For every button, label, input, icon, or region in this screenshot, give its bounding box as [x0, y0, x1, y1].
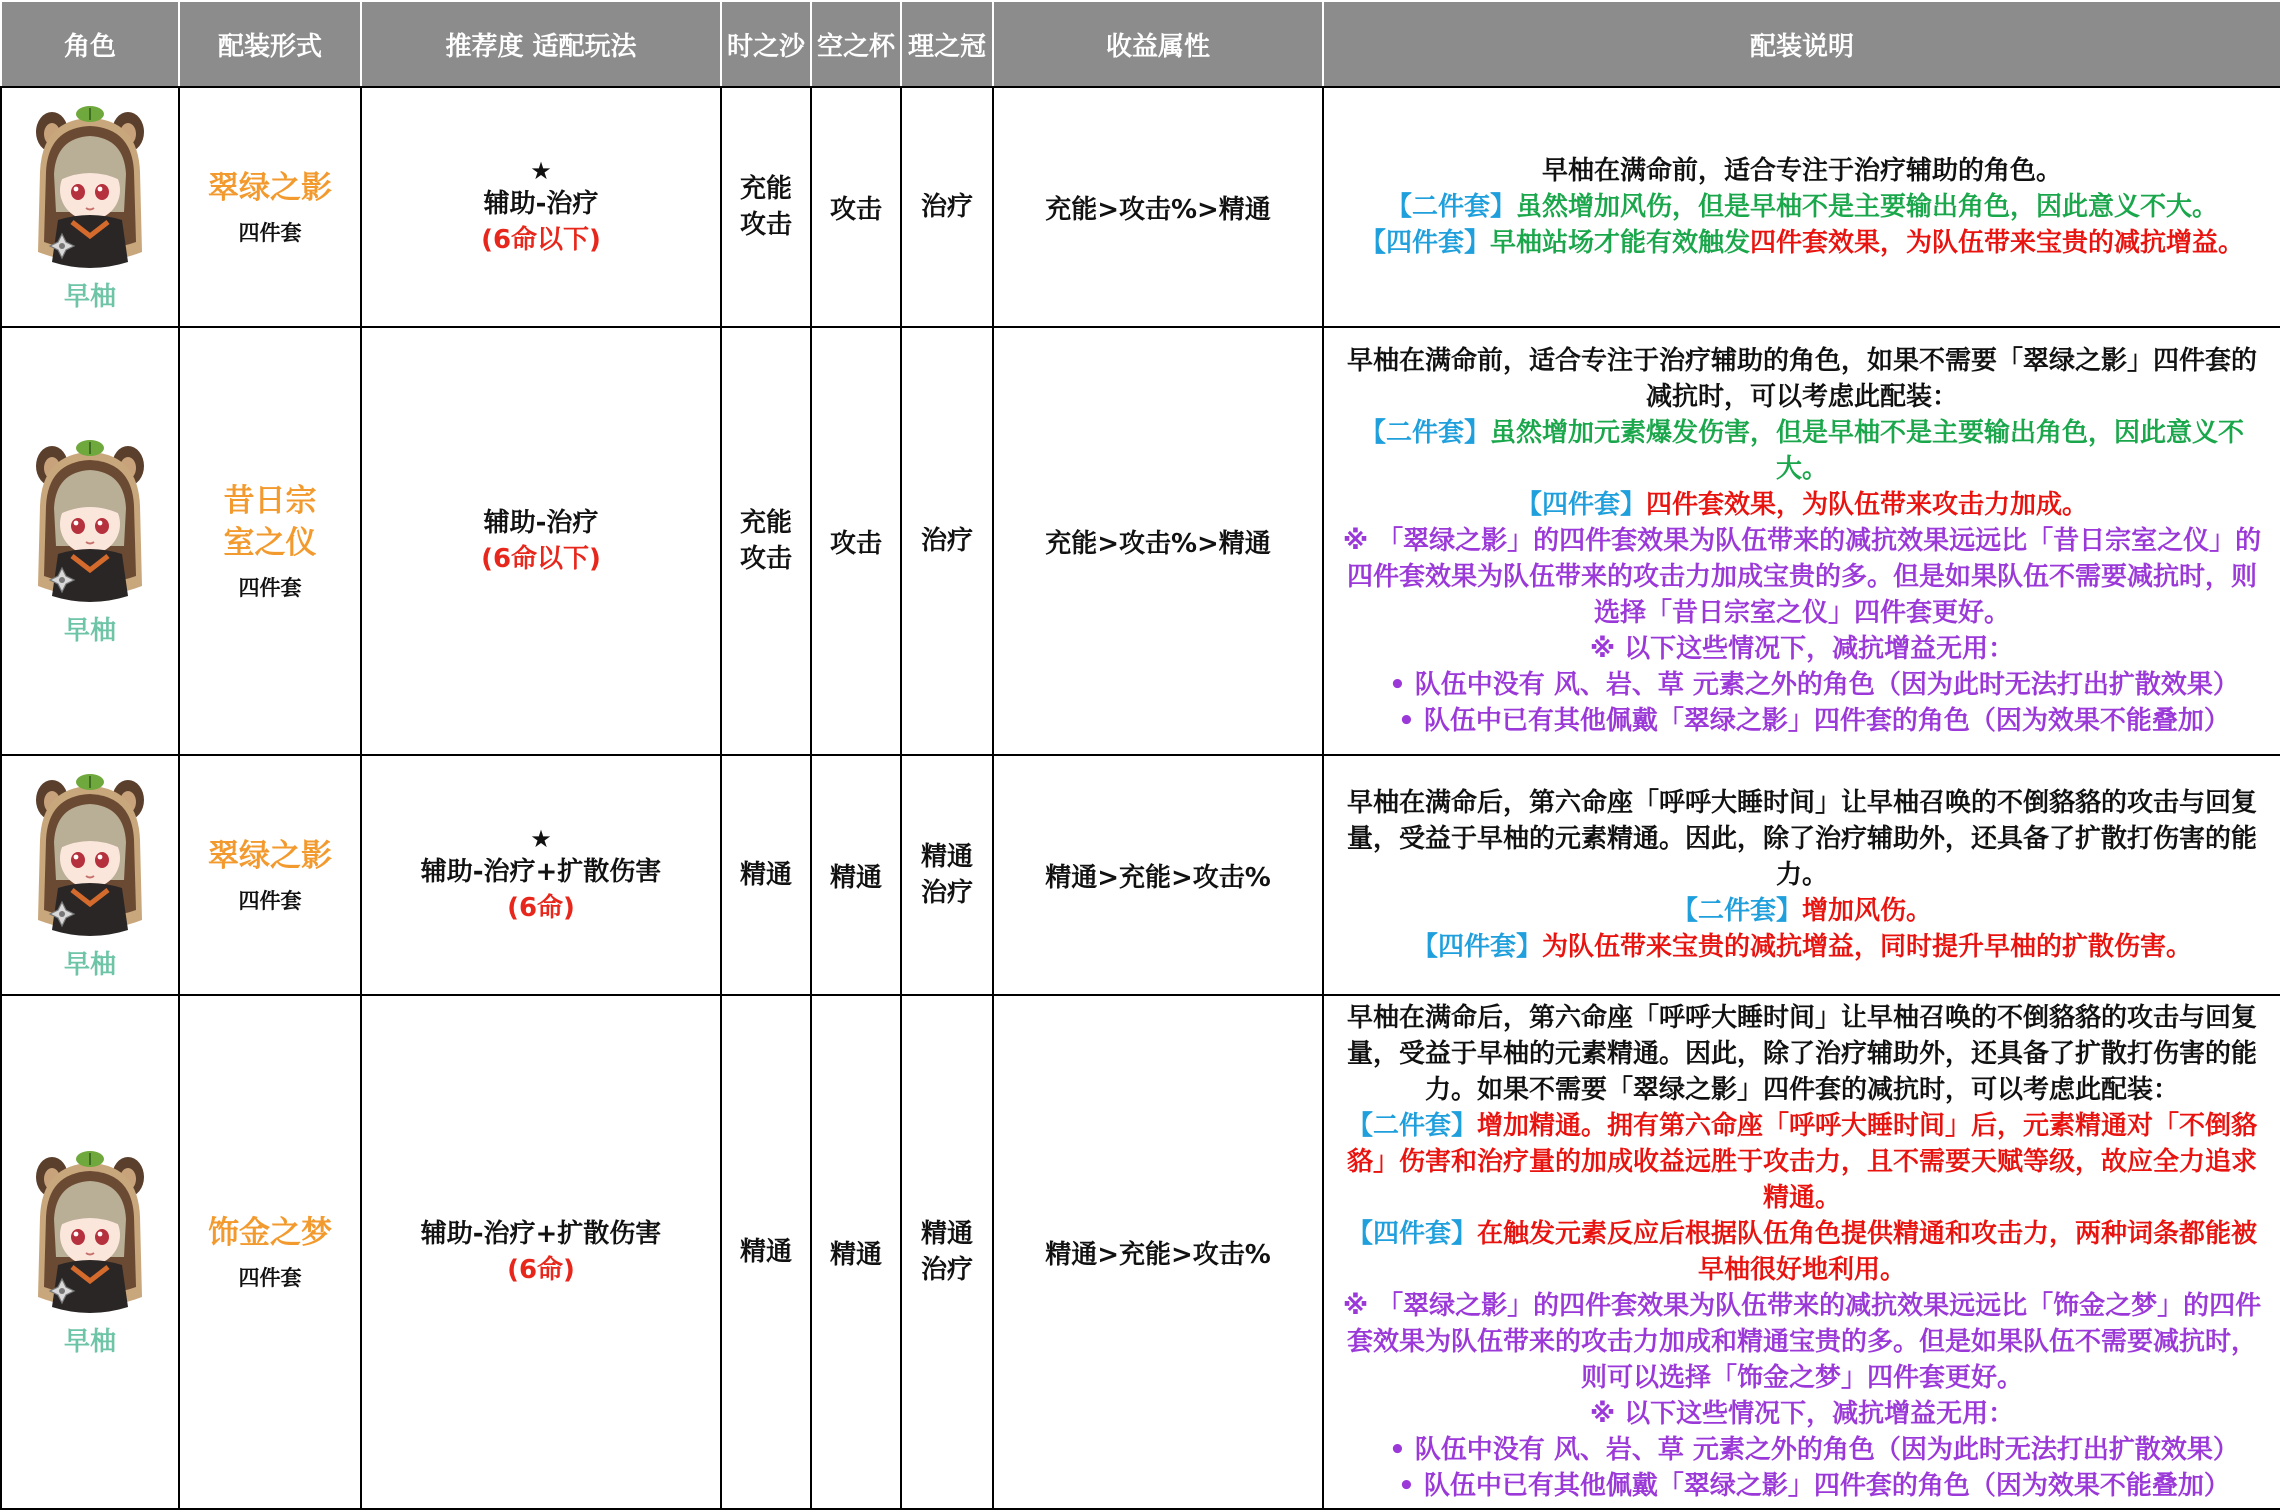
notes-text: 虽然增加风伤，但是早柚不是主要输出角色，因此意义不大。	[1516, 192, 2219, 222]
priority-cell: 精通>充能>攻击%	[993, 995, 1323, 1509]
character-avatar	[32, 770, 148, 942]
priority-cell: 精通>充能>攻击%	[993, 755, 1323, 995]
build-row	[1, 995, 2280, 1509]
sands-cell	[721, 327, 811, 755]
header-set: 配装形式	[179, 1, 361, 87]
circlet-cell	[901, 755, 993, 995]
stat-line: 攻击	[739, 544, 792, 574]
goblet-cell: 攻击	[811, 87, 901, 327]
notes-cell	[1323, 327, 2280, 755]
notes-line	[1324, 821, 2280, 857]
set-piece-tag: 【二件套】	[1346, 1111, 1477, 1141]
stat-line: 治疗	[920, 878, 973, 908]
notes-text: 套效果为队伍带来的攻击力加成和精通宝贵的多。但是如果队伍不需要减抗时，	[1346, 1327, 2257, 1357]
role-label: 辅助-治疗+扩散伤害	[420, 1219, 662, 1249]
recommend-cell	[361, 995, 721, 1509]
notes-text: 早柚在满命后，第六命座「呼呼大睡时间」让早柚召唤的不倒貉貉的攻击与回复	[1346, 788, 2257, 818]
header-row	[1, 1, 2280, 87]
set-piece-tag: 【四件套】	[1515, 490, 1646, 520]
set-piece-tag: 【二件套】	[1359, 418, 1490, 448]
notes-line	[1324, 1072, 2280, 1108]
recommend-cell	[361, 327, 721, 755]
character-name: 早柚	[63, 1326, 116, 1357]
header-character: 角色	[1, 1, 179, 87]
notes-line	[1324, 703, 2280, 739]
character-cell	[1, 327, 179, 755]
notes-text: 早柚在满命前，适合专注于治疗辅助的角色。	[1541, 156, 2062, 186]
notes-line	[1324, 415, 2280, 451]
set-piece-tag: 【二件套】	[1671, 896, 1802, 926]
notes-line	[1324, 225, 2280, 261]
stat-line: 攻击	[739, 210, 792, 240]
notes-text: 在触发元素反应后根据队伍角色提供精通和攻击力，两种词条都能被	[1477, 1219, 2258, 1249]
notes-line	[1324, 1144, 2280, 1180]
set-cell	[179, 87, 361, 327]
stat-line: 治疗	[920, 1255, 973, 1285]
notes-line	[1324, 1000, 2280, 1036]
notes-text: 增加风伤。	[1802, 896, 1933, 926]
sands-cell	[721, 755, 811, 995]
character-cell	[1, 995, 179, 1509]
character-name: 早柚	[63, 949, 116, 980]
sands-cell	[721, 995, 811, 1509]
set-piece-tag: 【四件套】	[1346, 1219, 1477, 1249]
notes-text: 早柚站场才能有效触发	[1489, 228, 1750, 258]
notes-text: 早柚在满命后，第六命座「呼呼大睡时间」让早柚召唤的不倒貉貉的攻击与回复	[1346, 1003, 2257, 1033]
notes-line	[1324, 631, 2280, 667]
notes-text: 四件套效果，为队伍带来攻击力加成。	[1646, 490, 2089, 520]
character-name: 早柚	[63, 615, 116, 646]
build-row	[1, 755, 2280, 995]
notes-text: 选择「昔日宗室之仪」四件套更好。	[1593, 598, 2010, 628]
set-piece-tag: 【二件套】	[1385, 192, 1516, 222]
character-avatar	[32, 1147, 148, 1319]
notes-line	[1324, 1468, 2280, 1504]
notes-text: ※ 以下这些情况下，减抗增益无用：	[1589, 1399, 2015, 1429]
stat-line: 治疗	[920, 192, 973, 222]
notes-line	[1324, 929, 2280, 965]
notes-text: 为队伍带来宝贵的减抗增益，同时提升早柚的扩散伤害。	[1542, 932, 2193, 962]
notes-text: 则可以选择「饰金之梦」四件套更好。	[1580, 1363, 2023, 1393]
star-icon: ★	[530, 157, 552, 185]
role-label: 辅助-治疗+扩散伤害	[420, 857, 662, 887]
header-sands: 时之沙	[721, 1, 811, 87]
build-row	[1, 327, 2280, 755]
set-cell	[179, 995, 361, 1509]
constellation-label: (6命以下)	[481, 544, 601, 574]
character-avatar	[32, 102, 148, 274]
stat-line: 治疗	[920, 526, 973, 556]
notes-line	[1324, 451, 2280, 487]
notes-text: 貉」伤害和治疗量的加成收益远胜于攻击力，且不需要天赋等级，故应全力追求	[1346, 1147, 2257, 1177]
notes-text: 四件套效果为队伍带来的攻击力加成宝贵的多。但是如果队伍不需要减抗时，则	[1346, 562, 2257, 592]
build-row	[1, 87, 2280, 327]
priority-cell: 充能>攻击%>精通	[993, 327, 1323, 755]
circlet-cell	[901, 87, 993, 327]
notes-line	[1324, 1216, 2280, 1252]
notes-line	[1324, 1252, 2280, 1288]
stat-line: 精通	[920, 842, 973, 872]
notes-line	[1324, 893, 2280, 929]
set-name: 翠绿之影	[208, 170, 332, 206]
constellation-label: (6命以下)	[481, 225, 601, 255]
goblet-cell: 攻击	[811, 327, 901, 755]
notes-line	[1324, 595, 2280, 631]
priority-cell: 充能>攻击%>精通	[993, 87, 1323, 327]
notes-line	[1324, 857, 2280, 893]
set-name: 饰金之梦	[208, 1215, 332, 1251]
notes-text: 大。	[1775, 454, 1828, 484]
role-label: 辅助-治疗	[483, 508, 599, 538]
notes-text: 力。如果不需要「翠绿之影」四件套的减抗时，可以考虑此配装：	[1424, 1075, 2179, 1105]
header-priority: 收益属性	[993, 1, 1323, 87]
set-piece-tag: 【四件套】	[1411, 932, 1542, 962]
character-avatar	[32, 436, 148, 608]
stat-line: 充能	[739, 508, 792, 538]
set-name: 翠绿之影	[208, 838, 332, 874]
header-recommend: 推荐度 适配玩法	[361, 1, 721, 87]
notes-line	[1324, 1396, 2280, 1432]
notes-line	[1324, 1036, 2280, 1072]
notes-line	[1324, 343, 2280, 379]
notes-line	[1324, 559, 2280, 595]
set-piece-tag: 【四件套】	[1359, 228, 1490, 258]
set-cell	[179, 327, 361, 755]
notes-text: 量，受益于早柚的元素精通。因此，除了治疗辅助外，还具备了扩散打伤害的能	[1346, 1039, 2257, 1069]
recommend-cell	[361, 87, 721, 327]
stat-line: 精通	[920, 1219, 973, 1249]
notes-cell	[1323, 755, 2280, 995]
role-label: 辅助-治疗	[483, 189, 599, 219]
circlet-cell	[901, 995, 993, 1509]
sands-cell	[721, 87, 811, 327]
notes-text: • 队伍中没有 风、岩、草 元素之外的角色（因为此时无法打出扩散效果）	[1389, 670, 2239, 700]
notes-text: 早柚很好地利用。	[1697, 1255, 1906, 1285]
circlet-cell	[901, 327, 993, 755]
notes-line	[1324, 1324, 2280, 1360]
set-type: 四件套	[238, 889, 302, 913]
notes-cell	[1323, 995, 2280, 1509]
notes-text: 增加精通。拥有第六命座「呼呼大睡时间」后，元素精通对「不倒貉	[1477, 1111, 2258, 1141]
notes-text: 精通。	[1762, 1183, 1841, 1213]
character-cell	[1, 87, 179, 327]
notes-line	[1324, 1288, 2280, 1324]
character-cell	[1, 755, 179, 995]
notes-line	[1324, 379, 2280, 415]
notes-text: • 队伍中已有其他佩戴「翠绿之影」四件套的角色（因为效果不能叠加）	[1398, 1471, 2230, 1501]
goblet-cell: 精通	[811, 755, 901, 995]
notes-line	[1324, 523, 2280, 559]
header-circlet: 理之冠	[901, 1, 993, 87]
notes-line	[1324, 189, 2280, 225]
constellation-label: (6命)	[507, 1255, 575, 1285]
set-type: 四件套	[238, 1266, 302, 1290]
recommend-cell	[361, 755, 721, 995]
stat-line: 充能	[739, 174, 792, 204]
star-icon: ★	[530, 825, 552, 853]
stat-line: 精通	[739, 1237, 792, 1267]
set-type: 四件套	[238, 221, 302, 245]
notes-text: ※ 「翠绿之影」的四件套效果为队伍带来的减抗效果远远比「饰金之梦」的四件	[1342, 1291, 2262, 1321]
stat-line: 精通	[739, 860, 792, 890]
character-name: 早柚	[63, 281, 116, 312]
notes-text: 力。	[1775, 860, 1828, 890]
notes-cell	[1323, 87, 2280, 327]
header-notes: 配装说明	[1323, 1, 2280, 87]
set-name: 昔日宗室之仪	[223, 483, 317, 561]
notes-text: ※ 以下这些情况下，减抗增益无用：	[1589, 634, 2015, 664]
goblet-cell: 精通	[811, 995, 901, 1509]
constellation-label: (6命)	[507, 893, 575, 923]
notes-text: ※ 「翠绿之影」的四件套效果为队伍带来的减抗效果远远比「昔日宗室之仪」的	[1342, 526, 2262, 556]
notes-text: • 队伍中没有 风、岩、草 元素之外的角色（因为此时无法打出扩散效果）	[1389, 1435, 2239, 1465]
notes-text: 减抗时，可以考虑此配装：	[1645, 382, 1958, 412]
notes-text: 量，受益于早柚的元素精通。因此，除了治疗辅助外，还具备了扩散打伤害的能	[1346, 824, 2257, 854]
notes-text: • 队伍中已有其他佩戴「翠绿之影」四件套的角色（因为效果不能叠加）	[1398, 706, 2230, 736]
notes-line	[1324, 667, 2280, 703]
set-type: 四件套	[238, 576, 302, 600]
notes-text: 四件套效果，为队伍带来宝贵的减抗增益。	[1750, 228, 2245, 258]
notes-line	[1324, 1108, 2280, 1144]
set-cell	[179, 755, 361, 995]
notes-line	[1324, 785, 2280, 821]
notes-line	[1324, 153, 2280, 189]
notes-line	[1324, 1180, 2280, 1216]
notes-line	[1324, 487, 2280, 523]
notes-line	[1324, 1360, 2280, 1396]
header-goblet: 空之杯	[811, 1, 901, 87]
notes-text: 早柚在满命前，适合专注于治疗辅助的角色，如果不需要「翠绿之影」四件套的	[1346, 346, 2257, 376]
notes-text: 虽然增加元素爆发伤害，但是早柚不是主要输出角色，因此意义不	[1490, 418, 2245, 448]
notes-line	[1324, 1432, 2280, 1468]
